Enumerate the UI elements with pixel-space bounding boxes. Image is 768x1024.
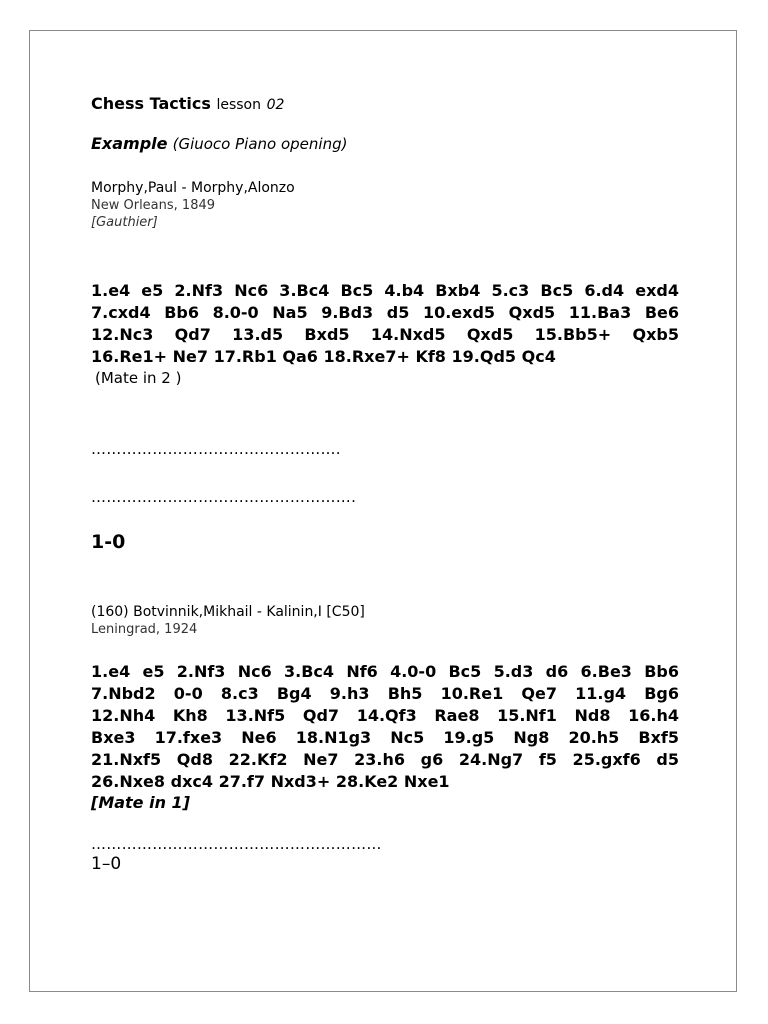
- lesson-title: [91, 93, 679, 116]
- game1-moves: [91, 280, 679, 388]
- game2-players: (160) Botvinnik,Mikhail - Kalinin,I [C50]: [91, 604, 365, 620]
- game1-task: (Mate in 2 ): [95, 369, 182, 387]
- game1-moves-line: 12.Nc3 Qd7 13.d5 Bxd5 14.Nxd5 Qxd5 15.Bb5+ Qxb5: [91, 325, 679, 344]
- game2-moves: [91, 661, 679, 813]
- lesson-number: 02: [266, 97, 285, 113]
- example-subtitle: (Giuoco Piano opening): [172, 135, 348, 153]
- answer-blank: …………………………………………………: [91, 835, 382, 853]
- game2-header: [91, 603, 679, 638]
- game1-answer-line-2: [91, 487, 679, 507]
- game2-result-text: 1–0: [91, 854, 122, 874]
- game1-header: [91, 179, 679, 231]
- game1-answer-line-1: [91, 439, 679, 459]
- game2-moves-line: 12.Nh4 Kh8 13.Nf5 Qd7 14.Qf3 Rae8 15.Nf1 Nd8 16.h4: [91, 706, 679, 725]
- game2-moves-line: 26.Nxe8 dxc4 27.f7 Nxd3+ 28.Ke2 Nxe1: [91, 772, 450, 791]
- answer-blank: ………………………………………….: [91, 440, 341, 458]
- lesson-word: lesson: [216, 97, 261, 113]
- game1-moves-line: 1.e4 e5 2.Nf3 Nc6 3.Bc4 Bc5 4.b4 Bxb4 5.c3 Bc5 6.d4 exd4: [91, 281, 679, 300]
- title-text: Chess Tactics: [91, 94, 211, 113]
- game1-players: Morphy,Paul - Morphy,Alonzo: [91, 180, 295, 196]
- answer-blank: …………………………………………….: [91, 488, 357, 506]
- game2-moves-line: Bxe3 17.fxe3 Ne6 18.N1g3 Nc5 19.g5 Ng8 20.h5 Bxf5: [91, 728, 679, 747]
- game1-result-text: 1-0: [91, 531, 126, 553]
- document-page: [29, 30, 737, 992]
- game1-moves-line: 16.Re1+ Ne7 17.Rb1 Qa6 18.Rxe7+ Kf8 19.Qd5 Qc4: [91, 347, 556, 366]
- game2-moves-line: 7.Nbd2 0-0 8.c3 Bg4 9.h3 Bh5 10.Re1 Qe7 11.g4 Bg6: [91, 684, 679, 703]
- game2-moves-line: 1.e4 e5 2.Nf3 Nc6 3.Bc4 Nf6 4.0-0 Bc5 5.d3 d6 6.Be3 Bb6: [91, 662, 679, 681]
- game2-result: [91, 853, 679, 875]
- game2-place: Leningrad, 1924: [91, 622, 198, 637]
- example-heading: [91, 133, 679, 155]
- game1-place: New Orleans, 1849: [91, 198, 216, 213]
- game2-task: [Mate in 1]: [91, 793, 190, 812]
- game1-result: [91, 530, 679, 554]
- game1-moves-line: 7.cxd4 Bb6 8.0-0 Na5 9.Bd3 d5 10.exd5 Qxd5 11.Ba3 Be6: [91, 303, 679, 322]
- game1-annotator: [Gauthier]: [91, 215, 158, 230]
- game2-moves-line: 21.Nxf5 Qd8 22.Kf2 Ne7 23.h6 g6 24.Ng7 f5 25.gxf6 d5: [91, 750, 679, 769]
- example-label: Example: [91, 134, 168, 153]
- game2-answer-line: [91, 834, 679, 854]
